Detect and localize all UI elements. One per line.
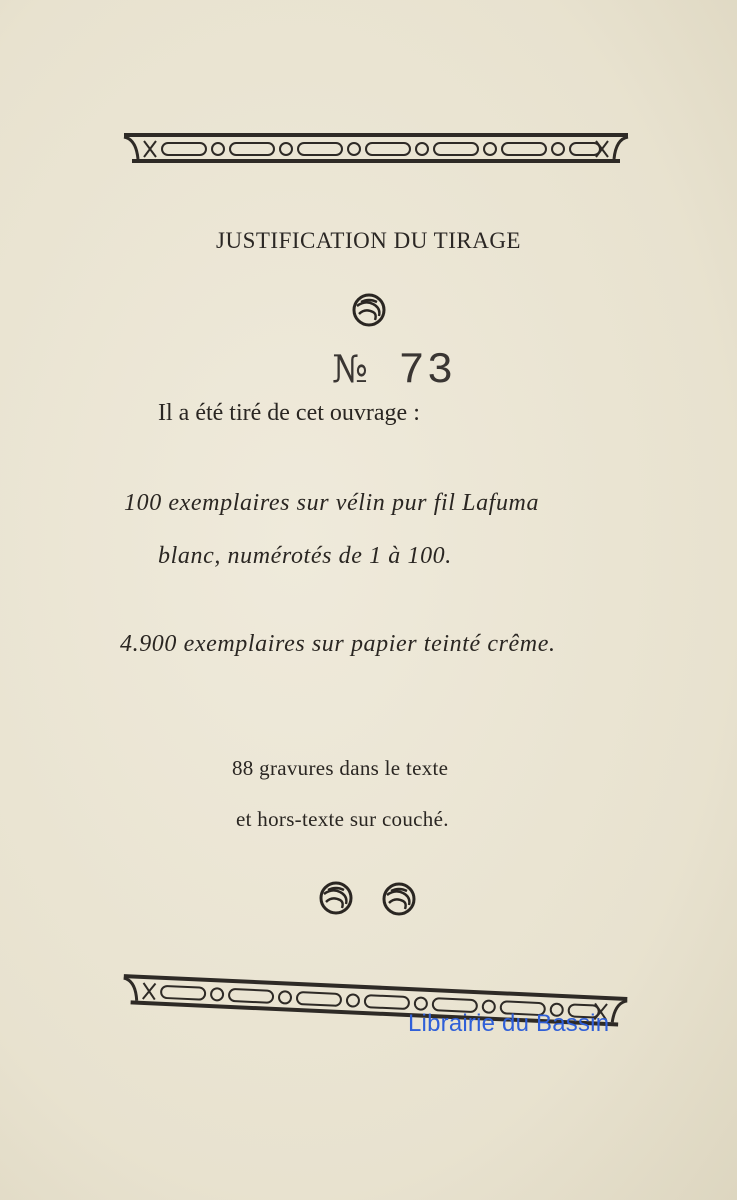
- spiral-rosette-icon: [351, 292, 387, 328]
- seller-watermark: Librairie du Bassin: [408, 1010, 610, 1037]
- page-heading: JUSTIFICATION DU TIRAGE: [216, 228, 521, 253]
- spiral-rosette-icon: [318, 880, 354, 916]
- edition-line-2: blanc, numérotés de 1 à 100.: [158, 543, 452, 569]
- spiral-rosette-icon: [381, 881, 417, 917]
- edition-number: 73: [398, 346, 456, 396]
- intro-text: Il a été tiré de cet ouvrage :: [158, 400, 420, 426]
- engraving-line-1: 88 gravures dans le texte: [232, 756, 449, 780]
- edition-line-1: 100 exemplaires sur vélin pur fil Lafuma: [124, 490, 540, 516]
- edition-line-3: 4.900 exemplaires sur papier teinté crême.: [120, 631, 556, 657]
- engraving-line-2: et hors-texte sur couché.: [236, 807, 449, 831]
- top-ornamental-border-icon: [122, 131, 630, 167]
- edition-number-stamp: [332, 346, 455, 396]
- number-sign: №: [332, 347, 370, 391]
